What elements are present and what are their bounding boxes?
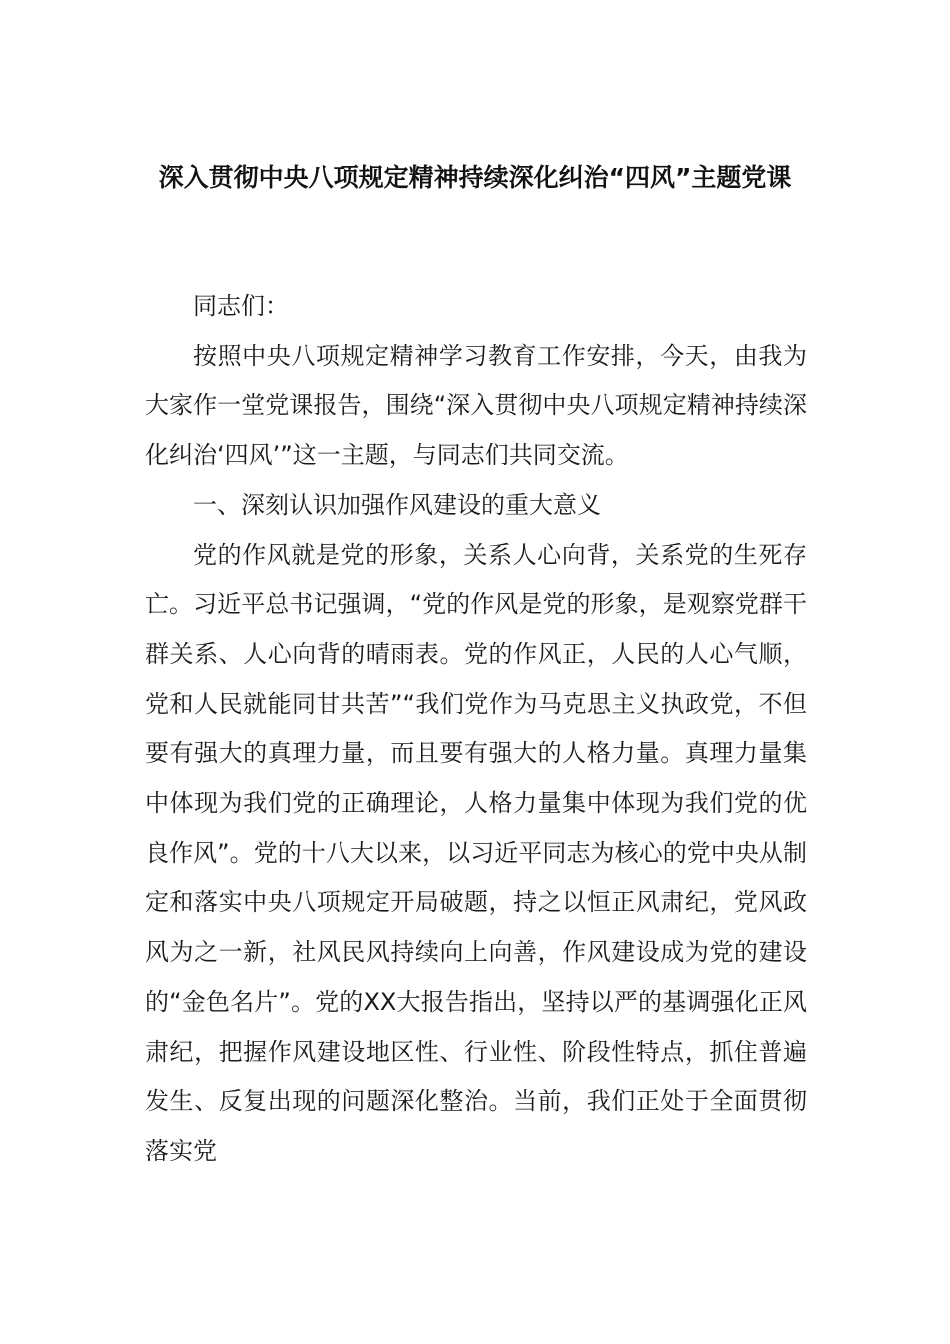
section-heading: 一、深刻认识加强作风建设的重大意义 <box>193 490 601 519</box>
intro-paragraph: 按照中央八项规定精神学习教育工作安排，今天，由我为大家作一堂党课报告，围绕“深入贯彻中央八项规定精神持续深化纠治‘四风’”这一主题，与同志们共同交流。 <box>145 341 807 470</box>
salutation-paragraph: 同志们： <box>193 292 289 320</box>
document-body <box>145 282 807 1177</box>
document-title: 深入贯彻中央八项规定精神持续深化纠治“四风”主题党课 <box>158 163 792 192</box>
body-paragraph: 党的作风就是党的形象，关系人心向背，关系党的生死存亡。习近平总书记强调，“党的作风是党的形象，是观察党群干群关系、人心向背的晴雨表。党的作风正，人民的人心气顺，党和人民就能同甘共苦”“我们党作为马克思主义执政党，不但要有强大的真理力量，而且要有强大的人格力量。真理力量集中体现为我们党的正确理论，人格力量集中体现为我们党的优良作风”。党的十八大以来，以习近平同志为核心的党中央从制定和落实中央八项规定开局破题，持之以恒正风肃纪，党风政风为之一新，社风民风持续向上向善，作风建设成为党的建设的“金色名片”。党的XX大报告指出，坚持以严的基调强化正风肃纪，把握作风建设地区性、行业性、阶段性特点，抓住普遍发生、反复出现的问题深化整治。当前，我们正处于全面贯彻落实党 <box>145 540 807 1165</box>
